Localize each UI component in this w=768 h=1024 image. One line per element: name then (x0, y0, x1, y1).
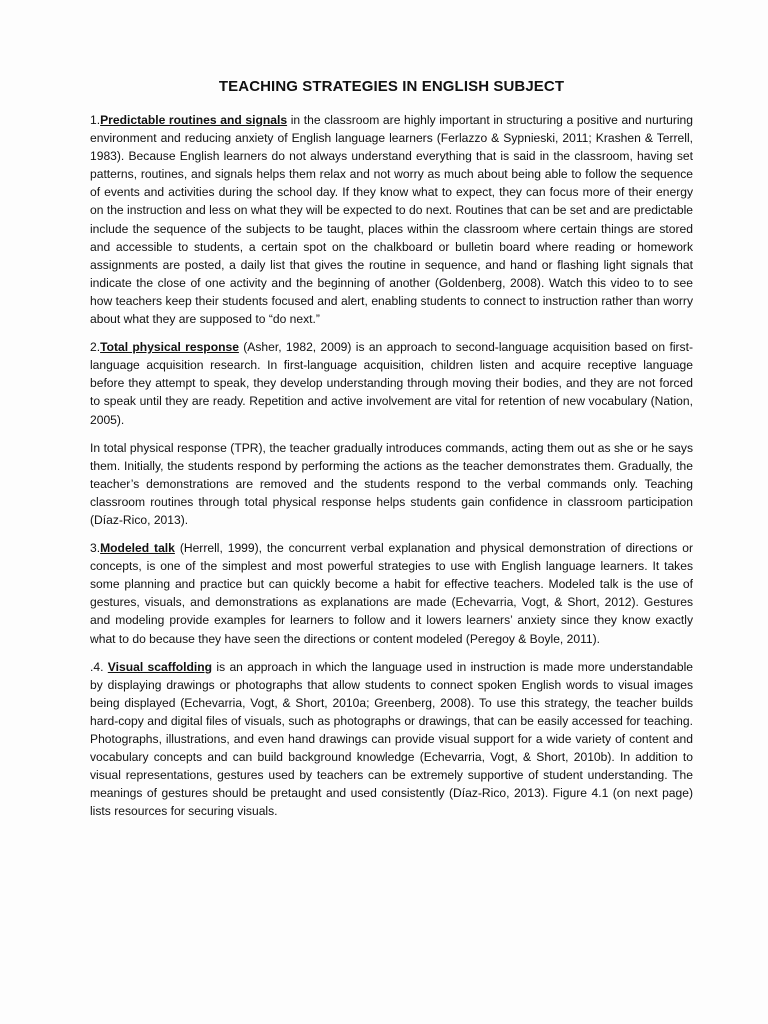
section-heading-visual-scaffolding: Visual scaffolding (107, 659, 213, 674)
paragraph-text: (Asher, 1982, 2009) is an approach to second-language acquisition based on first-language acquisition research. In first-language acquisition, children listen and acquire receptive language before they attempt to speak, they develop understanding through moving their bodies, and they are not forced to speak until they are ready. Repetition and active involvement are vital for retention of new vocabulary (Nation, 2005). (90, 340, 693, 427)
paragraph-text: is an approach in which the language used in instruction is made more understandable by displaying drawings or photographs that allow students to connect spoken English words to visual images being displayed (Echevarria, Vogt, & Short, 2010a; Greenberg, 2008). To use this strategy, the teacher builds hard-copy and digital files of visuals, such as photographs or drawings, that can be easily accessed for teaching. Photographs, illustrations, and even hand drawings can provide visual support for a wide variety of content and vocabulary concepts and can build background knowledge (Echevarria, Vogt, & Short, 2010b). In addition to visual representations, gestures used by teachers can be extremely supportive of student understanding. The meanings of gestures should be pretaught and used consistently (Díaz-Rico, 2013). Figure 4.1 (on next page) lists resources for securing visuals. (90, 659, 693, 819)
paragraph-tpr-detail (90, 439, 693, 529)
paragraph-text: In total physical response (TPR), the teacher gradually introduces commands, acting them out as she or he says them. Initially, the students respond by performing the actions as the teacher demonstrates them. Gradually, the teacher’s demonstrations are removed and the students respond to the verbal commands only. Teaching classroom routines through total physical response helps students gain confidence in classroom participation (Díaz-Rico, 2013). (90, 440, 693, 527)
paragraph-total-physical-response (90, 338, 693, 428)
page-title: TEACHING STRATEGIES IN ENGLISH SUBJECT (218, 78, 565, 95)
section-number: 1. (90, 113, 101, 127)
paragraph-text: in the classroom are highly important in structuring a positive and nurturing environment and reducing anxiety of English language learners (Ferlazzo & Sypnieski, 2011; Krashen & Terrell, 1983). Because English learners do not always understand everything that is said in the classroom, having set patterns, routines, and signals helps them relax and not worry as much about being able to follow the sequence of events and activities during the school day. If they know what to expect, they can focus more of their energy on the instruction and less on what they will be expected to do next. Routines that can be set and are predictable include the sequence of the subjects to be taught, places within the classroom where certain things are stored and accessible to students, a certain spot on the chalkboard or bulletin board where reading or homework assignments are posted, a daily list that gives the routine in sequence, and hand or flashing light signals that indicate the close of one activity and the beginning of another (Goldenberg, 2008). Watch this video to to see how teachers keep their students focused and alert, enabling students to connect to instruction rather than worry about what they are supposed to “do next.” (90, 113, 693, 327)
section-heading-modeled-talk: Modeled talk (100, 541, 175, 556)
paragraph-predictable-routines (90, 111, 693, 328)
paragraph-text: (Herrell, 1999), the concurrent verbal explanation and physical demonstration of directions or concepts, is one of the simplest and most powerful strategies to use with English language learners. It takes some planning and practice but can quickly become a habit for effective teachers. Modeled talk is the use of gestures, visuals, and demonstrations as explanations are made (Echevarria, Vogt, & Short, 2012). Gestures and modeling provide examples for learners to follow and it lowers learners’ anxiety since they know exactly what to do because they have seen the directions or content modeled (Peregoy & Boyle, 2011). (90, 541, 693, 646)
paragraph-visual-scaffolding (90, 658, 693, 821)
paragraph-modeled-talk (90, 539, 693, 648)
section-number: 3. (90, 541, 101, 556)
section-number: .4. (90, 659, 108, 674)
section-heading-predictable-routines: Predictable routines and signals (100, 113, 288, 127)
section-heading-total-physical-response: Total physical response (100, 340, 239, 355)
section-number: 2. (90, 340, 101, 355)
